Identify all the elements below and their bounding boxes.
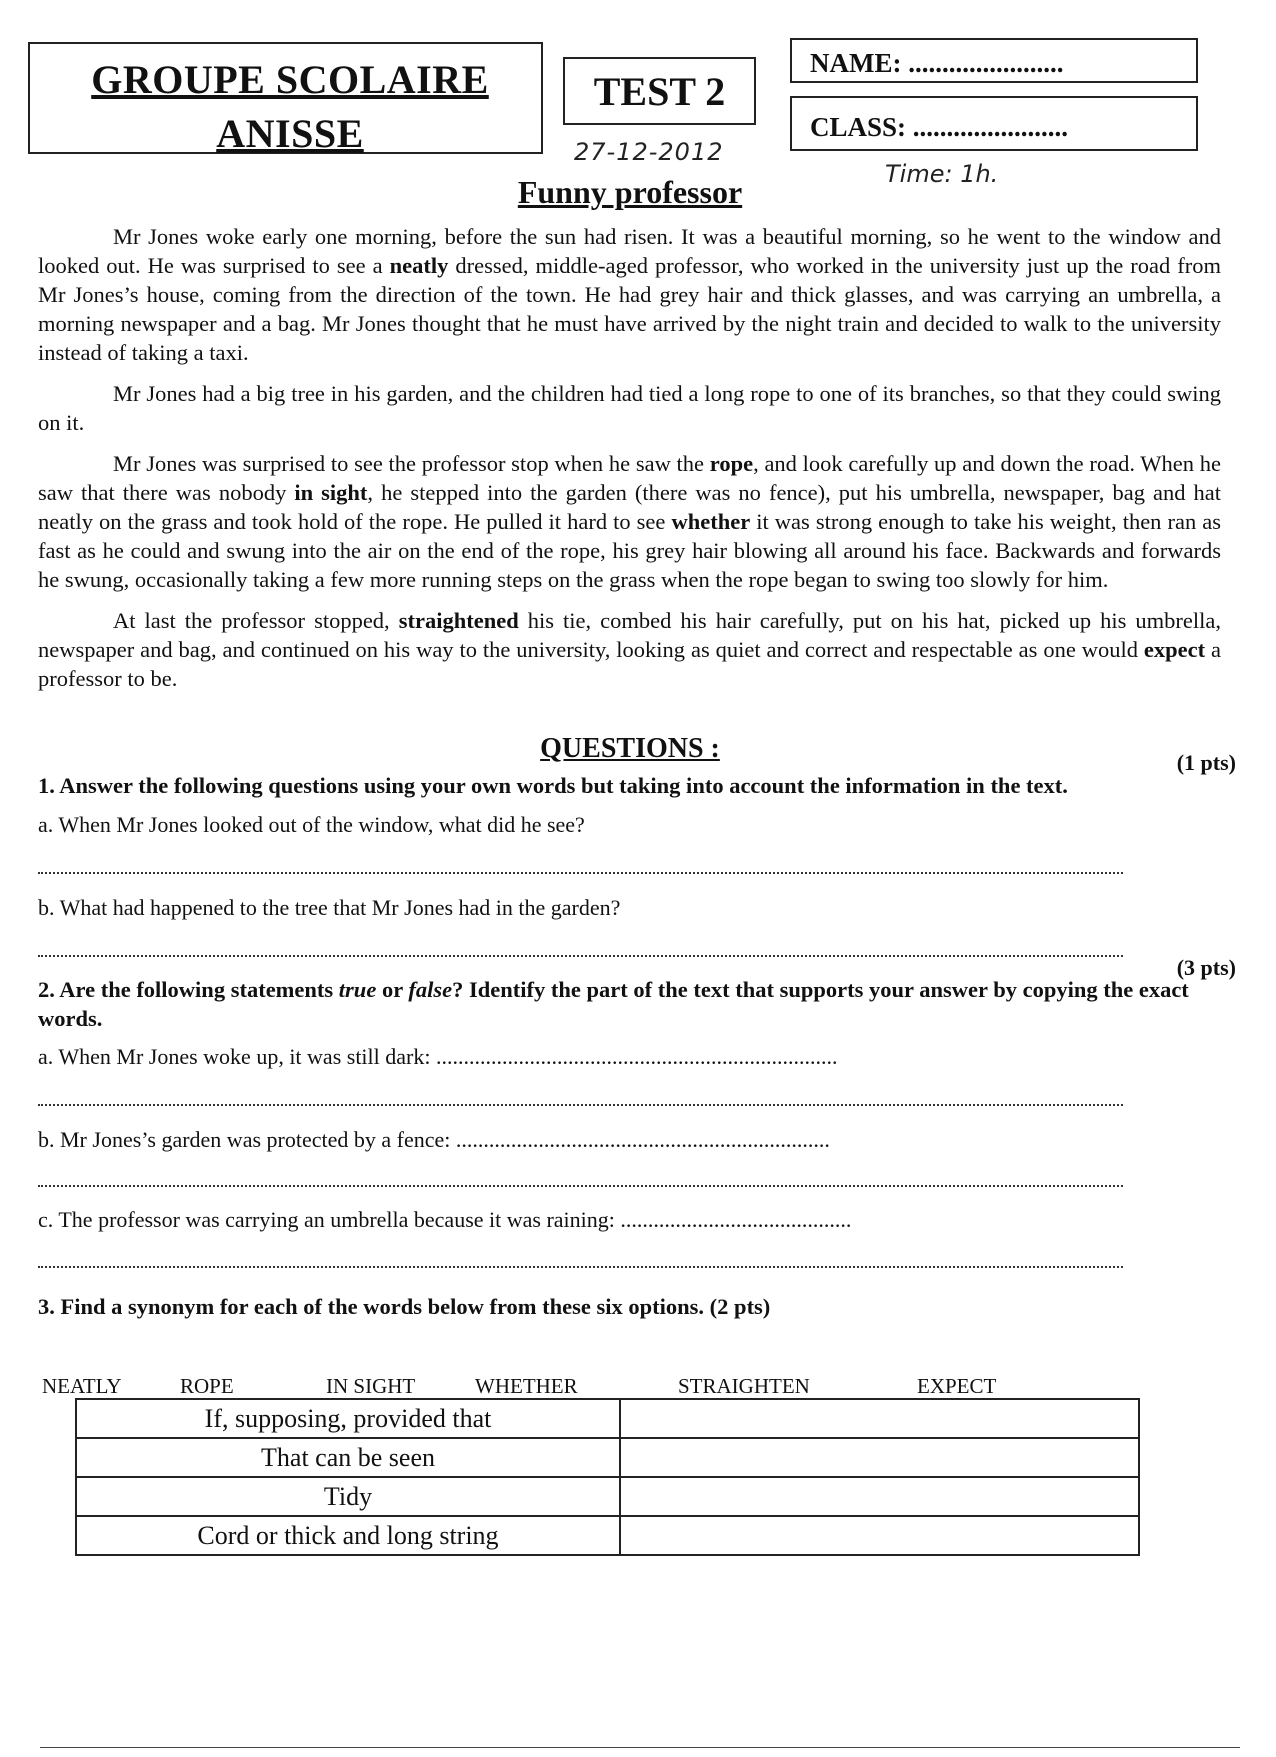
paragraph-2: Mr Jones had a big tree in his garden, and the children had tied a long rope to one of its branches, so that they could swing on it. (38, 381, 1221, 435)
table-row (76, 1516, 1139, 1555)
class-field[interactable] (790, 96, 1198, 151)
keyword-expect: expect (1143, 637, 1206, 662)
answer-cell[interactable] (620, 1477, 1139, 1516)
option-in-sight: IN SIGHT (326, 1374, 416, 1398)
answer-line-1b[interactable] (38, 955, 1123, 957)
option-straighten: STRAIGHTEN (678, 1374, 810, 1398)
option-neatly: NEATLY (42, 1374, 122, 1398)
definition-cell: Tidy (76, 1477, 620, 1516)
definition-cell: Cord or thick and long string (76, 1516, 620, 1555)
question-2: 2. Are the following statements true or false? Identify the part of the text that supports your answer by copying the exact words. (38, 977, 1189, 1031)
answer-line-2a[interactable] (38, 1104, 1123, 1106)
handwritten-date: 27-12-2012 (574, 138, 724, 166)
question-1b: b. What had happened to the tree that Mr Jones had in the garden? (38, 895, 621, 920)
test-number-box (563, 57, 756, 125)
keyword-in-sight: in sight (294, 480, 368, 505)
keyword-rope: rope (709, 451, 754, 476)
text-title: Funny professor (517, 174, 743, 210)
answer-line-2b[interactable] (38, 1185, 1123, 1187)
answer-line-2c[interactable] (38, 1266, 1123, 1268)
question-2b: b. Mr Jones’s garden was protected by a fence: .................................................................... (38, 1127, 830, 1152)
keyword-whether: whether (671, 509, 751, 534)
question-1a: a. When Mr Jones looked out of the window, what did he see? (38, 812, 585, 837)
table-row (76, 1477, 1139, 1516)
answer-line-1a[interactable] (38, 872, 1123, 874)
question-2c: c. The professor was carrying an umbrella because it was raining: .......................................... (38, 1207, 852, 1232)
question-3: 3. Find a synonym for each of the words below from these six options. (2 pts) (38, 1294, 771, 1319)
option-expect: EXPECT (917, 1374, 997, 1398)
answer-cell[interactable] (620, 1516, 1139, 1555)
questions-heading: QUESTIONS : (540, 733, 720, 764)
name-field[interactable] (790, 38, 1198, 83)
q2-points: (3 pts) (1176, 955, 1236, 980)
option-whether: WHETHER (475, 1374, 578, 1398)
q1-points: (1 pts) (1176, 750, 1236, 775)
question-2a: a. When Mr Jones woke up, it was still dark: ......................................................................... (38, 1044, 838, 1069)
handwritten-time: Time: 1h. (885, 160, 999, 188)
keyword-straightened: straightened (398, 608, 519, 633)
option-rope: ROPE (180, 1374, 234, 1398)
reading-passage (38, 222, 1221, 705)
paragraph-3: Mr Jones was surprised to see the professor stop when he saw the rope, and look carefully up and down the road. When he saw that there was nobody in sight, he stepped into the garden (there was no fence), put his umbrella, newspaper, bag and hat neatly on the grass and took hold of the rope. He pulled it hard to see whether it was strong enough to take his weight, then ran as fast as he could and swung into the air on the end of the rope, his grey hair blowing all around his face. Backwards and forwards he swung, occasionally taking a few more running steps on the grass when the rope began to swing too slowly for him. (38, 451, 1221, 592)
table-row (76, 1438, 1139, 1477)
definition-cell: That can be seen (76, 1438, 620, 1477)
class-label: CLASS: ....................... (810, 112, 1069, 142)
school-name-box (28, 42, 543, 154)
paragraph-4: At last the professor stopped, straightened his tie, combed his hair carefully, put on his hat, picked up his umbrella, newspaper and bag, and continued on his way to the university, looking as quiet and correct and respectable as one would expect a professor to be. (38, 608, 1221, 691)
name-label: NAME: ....................... (810, 48, 1064, 78)
synonym-table (75, 1398, 1140, 1556)
test-label: TEST 2 (593, 69, 726, 114)
school-name-line2: ANISSE (216, 111, 364, 156)
page-bottom-rule (40, 1747, 1240, 1748)
question-1: 1. Answer the following questions using your own words but taking into account the information in the text. (38, 773, 1068, 798)
definition-cell: If, supposing, provided that (76, 1399, 620, 1438)
table-row (76, 1399, 1139, 1438)
school-name-line1: GROUPE SCOLAIRE (91, 57, 489, 102)
answer-cell[interactable] (620, 1399, 1139, 1438)
answer-cell[interactable] (620, 1438, 1139, 1477)
paragraph-1: Mr Jones woke early one morning, before the sun had risen. It was a beautiful morning, so he went to the window and looked out. He was surprised to see a neatly dressed, middle-aged professor, who worked in the university just up the road from Mr Jones’s house, coming from the direction of the town. He had grey hair and thick glasses, and was carrying an umbrella, a morning newspaper and a bag. Mr Jones thought that he must have arrived by the night train and decided to walk to the university instead of taking a taxi. (38, 224, 1221, 365)
keyword-neatly: neatly (389, 253, 449, 278)
